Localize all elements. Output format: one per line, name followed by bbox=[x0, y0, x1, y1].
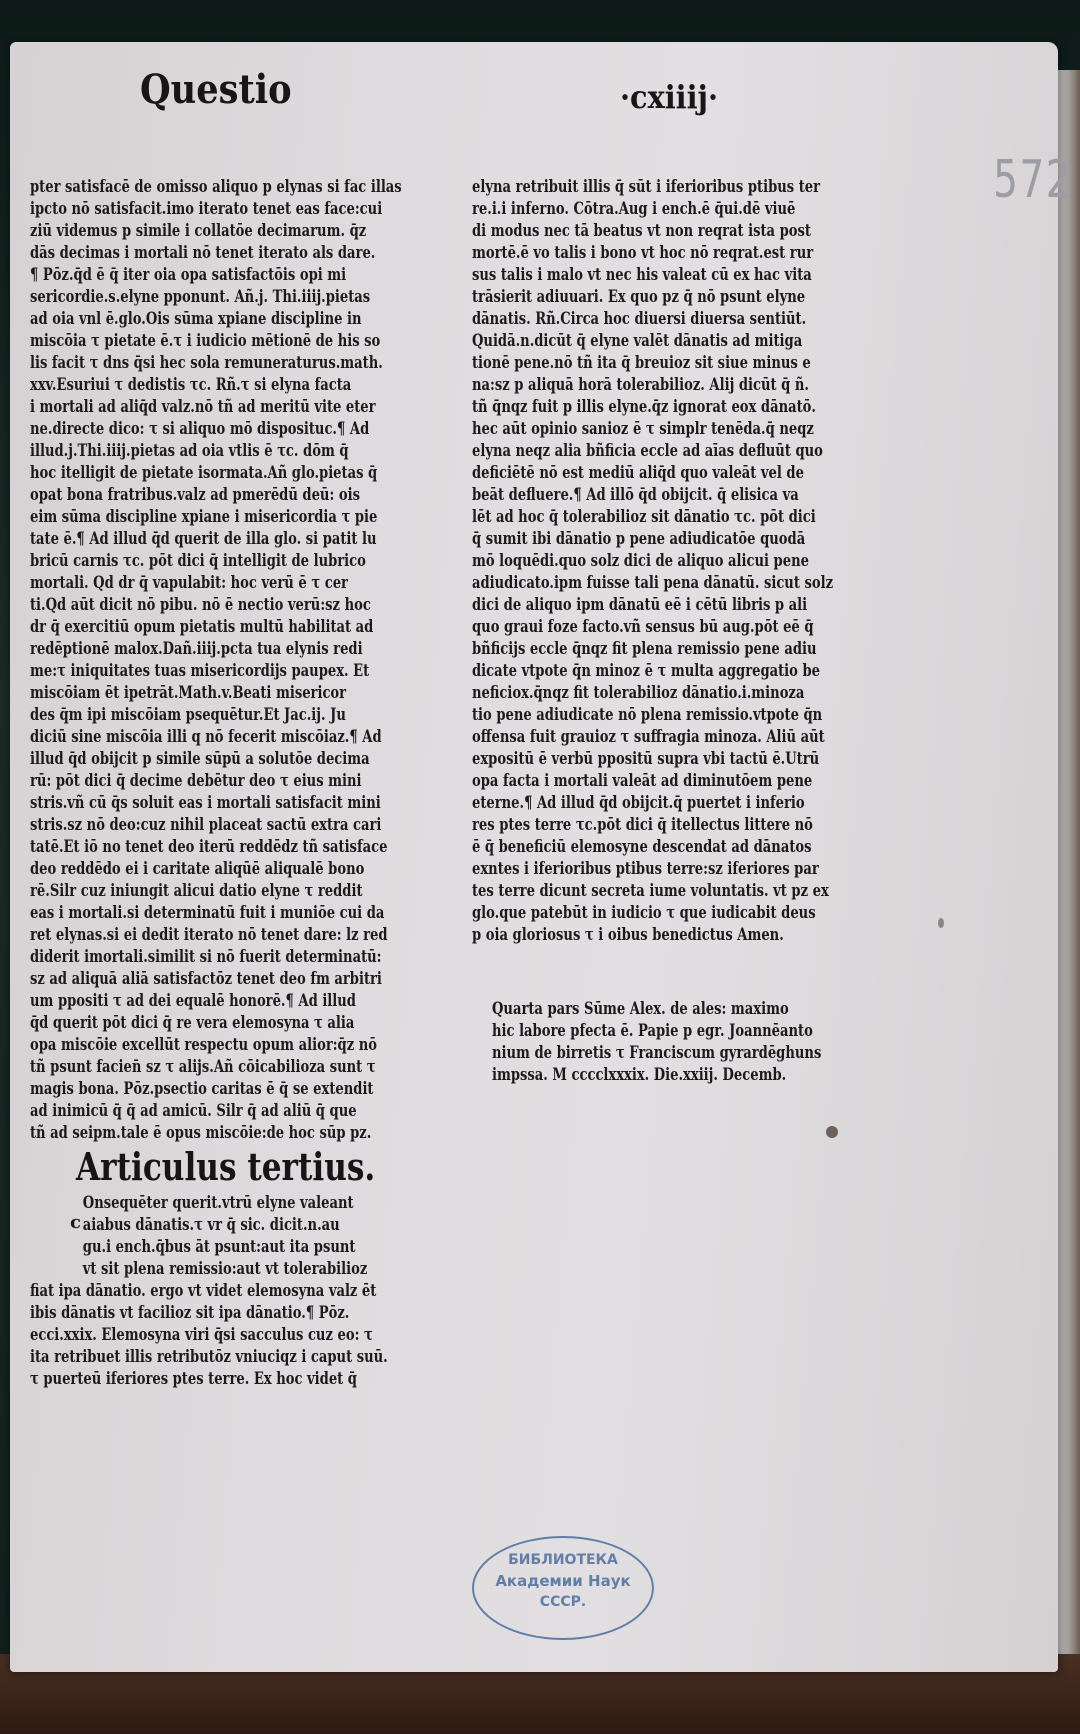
text-line: mō loquēdi.quo solz dici de aliquo alicui pene bbox=[472, 551, 809, 570]
left-text-column bbox=[30, 176, 450, 1144]
text-line: illud q̄d obijcit p simile sūpū a solutōe decima bbox=[30, 749, 370, 768]
text-line: quo graui foze facto.vñ sensus bū aug.pōt eē q̄ bbox=[472, 617, 814, 636]
folio-number: ·cxiiij· bbox=[620, 78, 719, 116]
text-line: lēt ad hoc q̄ tolerabilioz sit dānatio τc. pōt dici bbox=[472, 507, 816, 526]
text-line: trāsierit adiuuari. Ex quo pz q̄ nō psunt elyne bbox=[472, 287, 806, 306]
text-line: tionē pene.nō tñ ita q̄ breuioz sit siue minus e bbox=[472, 353, 811, 372]
text-line: mortali. Qd dr q̄ vapulabit: hoc verū ē τ cer bbox=[30, 573, 348, 592]
text-line: i mortali ad aliq̄d valz.nō tñ ad meritū vite eter bbox=[30, 397, 376, 416]
text-line: opa miscōie excellūt respectu opum alior:q̄z nō bbox=[30, 1035, 378, 1054]
text-line: fiat ipa dānatio. ergo vt videt elemosyna valz ēt bbox=[30, 1281, 377, 1300]
text-line: Quidā.n.dicūt q̄ elyne valēt dānatis ad mitiga bbox=[472, 331, 803, 350]
text-line: ita retribuet illis retributōz vniuciqz i caput suū. bbox=[30, 1347, 388, 1366]
text-line: aiabus dānatis.τ vr q̄ sic. dicit.n.au bbox=[82, 1215, 340, 1234]
text-line: ziū videmus p simile i collatōe decimarum. q̄z bbox=[30, 221, 367, 240]
text-line: Onsequēter querit.vtrū elyne valeant bbox=[82, 1193, 354, 1212]
text-line: dicate vtpote q̄n minoz ē τ multa aggregatio be bbox=[472, 661, 820, 680]
text-line: sus talis i malo vt nec his valeat cū ex hac vita bbox=[472, 265, 812, 284]
text-line: beāt defluere.¶ Ad illō q̄d obijcit. q̄ elisica va bbox=[472, 485, 799, 504]
text-line: ad inimicū q̄ q̄ ad amicū. Silr q̄ ad aliū q̄ que bbox=[30, 1101, 357, 1120]
text-line: tatē.Et iō no tenet deo iterū reddēdz tñ satisface bbox=[30, 837, 388, 856]
text-line: rē.Silr cuz iniungit alicui datio elyne τ reddit bbox=[30, 881, 363, 900]
text-line: diciū sine miscōia illi q nō fecerit miscōiaz.¶ Ad bbox=[30, 727, 382, 746]
text-line: adiudicato.ipm fuisse tali pena dānatū. sicut solz bbox=[472, 573, 834, 592]
text-line: ne.directe dico: τ si aliquo mō disposituc.¶ Ad bbox=[30, 419, 370, 438]
text-line: glo.que patebūt in iudicio τ que iudicabit deus bbox=[472, 903, 816, 922]
text-line: tate ē.¶ Ad illud q̄d querit de illa glo. si patit lu bbox=[30, 529, 377, 548]
stamp-line: СССР. bbox=[539, 1594, 587, 1610]
text-line: tio pene adiudicate nō plena remissio.vtpote q̄n bbox=[472, 705, 823, 724]
text-line: ipcto nō satisfacit.imo iterato tenet eas face:cui bbox=[30, 199, 383, 218]
text-line: elyna neqz alia bñficia eccle ad aīas defluūt quo bbox=[472, 441, 823, 460]
text-line: tñ ad seipm.tale ē opus miscōie:de hoc sūp pz. bbox=[30, 1123, 372, 1142]
text-line: bñficijs eccle q̄nqz fit plena remissio pene adiu bbox=[472, 639, 817, 658]
wormhole-mark bbox=[826, 1126, 838, 1138]
text-line: exntes i iferioribus ptibus terre:sz iferiores par bbox=[472, 859, 819, 878]
text-line: dr q̄ exercitiū opum pietatis multū habilitat ad bbox=[30, 617, 374, 636]
text-line: um ppositi τ ad dei equalē honorē.¶ Ad illud bbox=[30, 991, 356, 1010]
text-line: q̄d querit pōt dici q̄ re vera elemosyna τ alia bbox=[30, 1013, 355, 1032]
text-line: impssa. M cccclxxxix. Die.xxiij. Decemb. bbox=[492, 1065, 787, 1084]
text-line: ad oia vnl ē.glo.Ois sūma xpiane discipline in bbox=[30, 309, 362, 328]
text-line: sz ad aliquā aliā satisfactōz tenet deo fm arbitri bbox=[30, 969, 382, 988]
text-line: magis bona. Pōz.psectio caritas ē q̄ se extendit bbox=[30, 1079, 374, 1098]
text-line: hoc itelligit de pietate isormata.Añ glo.pietas q̄ bbox=[30, 463, 378, 482]
text-line: q̄ sumit ibi dānatio p pene adiudicatōe quodā bbox=[472, 529, 806, 548]
text-line: di modus nec tā beatus vt non reqrat ista post bbox=[472, 221, 811, 240]
text-line: τ puerteū iferiores ptes terre. Ex hoc videt q̄ bbox=[30, 1369, 357, 1388]
text-line: offensa fuit grauioz τ suffragia minoza. Aliū aūt bbox=[472, 727, 825, 746]
text-line: eim sūma discipline xpiane i misericordia τ pie bbox=[30, 507, 378, 526]
text-line: illud.j.Thi.iiij.pietas ad oia vtlis ē τc. dōm q̄ bbox=[30, 441, 349, 460]
library-stamp bbox=[472, 1536, 654, 1640]
text-line: gu.i ench.q̄bus āt psunt:aut ita psunt bbox=[82, 1237, 356, 1256]
text-line: nium de birretis τ Franciscum gyrardēghuns bbox=[492, 1043, 822, 1062]
text-line: ti.Qd aūt dicit nō pibu. nō ē nectio verū:sz hoc bbox=[30, 595, 371, 614]
text-line: eterne.¶ Ad illud q̄d obijcit.q̄ puertet i inferio bbox=[472, 793, 805, 812]
text-line: elyna retribuit illis q̄ sūt i iferioribus ptibus ter bbox=[472, 177, 821, 196]
ink-spot bbox=[938, 918, 944, 928]
text-line: tñ q̄nqz fuit p illis elyne.q̄z ignorat eox dānatō. bbox=[472, 397, 816, 416]
text-line: deficiētē nō est mediū aliq̄d quo valeāt vel de bbox=[472, 463, 804, 482]
text-line: xxv.Esuriui τ dedistis τc. Rñ.τ si elyna facta bbox=[30, 375, 352, 394]
text-line: deo reddēdo ei i caritate aliqūē aliqualē bono bbox=[30, 859, 365, 878]
article-heading: Articulus tertius. bbox=[76, 1144, 376, 1189]
text-line: des q̄m ipi miscōiam psequētur.Et Jac.ij. Ju bbox=[30, 705, 346, 724]
text-line: expositū ē verbū ppositū supra vbi tactū ē.Utrū bbox=[472, 749, 820, 768]
text-line: Quarta pars Sūme Alex. de ales: maximo bbox=[492, 999, 789, 1018]
text-line: opa facta i mortali valeāt ad diminutōem pene bbox=[472, 771, 813, 790]
text-line: dici de aliquo ipm dānatū eē i cētū libris p ali bbox=[472, 595, 808, 614]
text-line: eas i mortali.si determinatū fuit i muniōe cui da bbox=[30, 903, 385, 922]
text-line: dānatis. Rñ.Circa hoc diuersi diuersa sentiūt. bbox=[472, 309, 807, 328]
text-line: redēptionē malox.Dañ.iiij.pcta tua elynis redi bbox=[30, 639, 363, 658]
text-line: ē q̄ beneficiū elemosyne descendat ad dānatos bbox=[472, 837, 812, 856]
stamp-line: БИБЛИОТЕКА bbox=[508, 1552, 618, 1568]
text-line: tñ psunt facien̄ sz τ alijs.Añ cōicabilioza sunt τ bbox=[30, 1057, 376, 1076]
pencil-folio-number: 572 bbox=[993, 150, 1073, 210]
text-line: pter satisfacē de omisso aliquo p elynas si fac illas bbox=[30, 177, 402, 196]
text-line: ecci.xxix. Elemosyna viri q̄si sacculus cuz eo: τ bbox=[30, 1325, 373, 1344]
text-line: hec aūt opinio sanioz ē τ simplr tenēda.q̄ neqz bbox=[472, 419, 814, 438]
text-line: sericordie.s.elyne pponunt. Añ.j. Thi.iiij.pietas bbox=[30, 287, 371, 306]
text-line: me:τ iniquitates tuas misericordijs paupex. Et bbox=[30, 661, 370, 680]
article-text bbox=[30, 1192, 450, 1390]
text-line: ibis dānatis vt facilioz sit ipa dānatio.¶ Pōz. bbox=[30, 1303, 350, 1322]
text-line: p oia gloriosus τ i oibus benedictus Amen. bbox=[472, 925, 784, 944]
text-line: stris.sz nō deo:cuz nihil placeat sactū extra cari bbox=[30, 815, 382, 834]
text-line: vt sit plena remissio:aut vt tolerabilioz bbox=[82, 1259, 368, 1278]
right-text-column bbox=[472, 176, 902, 946]
text-line: stris.vñ cū q̄s soluit eas i mortali satisfacit mini bbox=[30, 793, 381, 812]
text-line: ¶ Pōz.q̄d ē q̄ iter oia opa satisfactōis opi mi bbox=[30, 265, 347, 284]
text-line: na:sz p aliquā horā tolerabilioz. Alij dicūt q̄ ñ. bbox=[472, 375, 810, 394]
text-line: miscōia τ pietate ē.τ i iudicio mētionē de his so bbox=[30, 331, 381, 350]
text-line: tes terre dicunt secreta iume voluntatis. vt pz ex bbox=[472, 881, 829, 900]
colophon bbox=[492, 998, 912, 1086]
text-line: neficiox.q̄nqz fit tolerabilioz dānatio.i.minoza bbox=[472, 683, 805, 702]
text-line: re.i.i inferno. Cōtra.Aug i ench.ē q̄ui.dē viuē bbox=[472, 199, 796, 218]
text-line: ret elynas.si ei dedit iterato nō tenet dare: lz red bbox=[30, 925, 388, 944]
text-line: miscōiam ēt ipetrāt.Math.v.Beati misericor bbox=[30, 683, 347, 702]
running-head-left: Questio bbox=[140, 66, 292, 113]
text-line: res ptes terre τc.pōt dici q̄ itellectus littere nō bbox=[472, 815, 813, 834]
stamp-line: Академии Наук bbox=[495, 1572, 631, 1590]
text-line: diderit imortali.similit si nō fuerit determinatū: bbox=[30, 947, 382, 966]
guide-letter: c bbox=[70, 1212, 81, 1233]
text-line: dās decimas i mortali nō tenet iterato als dare. bbox=[30, 243, 376, 262]
text-line: rū: pōt dici q̄ decime debētur deo τ eius mini bbox=[30, 771, 362, 790]
text-line: mortē.ē vo talis i bono vt hoc nō reqrat.est rur bbox=[472, 243, 814, 262]
text-line: opat bona fratribus.valz ad pmerēdū deū: ois bbox=[30, 485, 360, 504]
text-line: lis facit τ dns q̄si hec sola remuneraturus.math. bbox=[30, 353, 383, 372]
text-line: hic labore pfecta ē. Papie p egr. Joannēanto bbox=[492, 1021, 813, 1040]
text-line: bricū carnis τc. pōt dici q̄ intelligit de lubrico bbox=[30, 551, 366, 570]
